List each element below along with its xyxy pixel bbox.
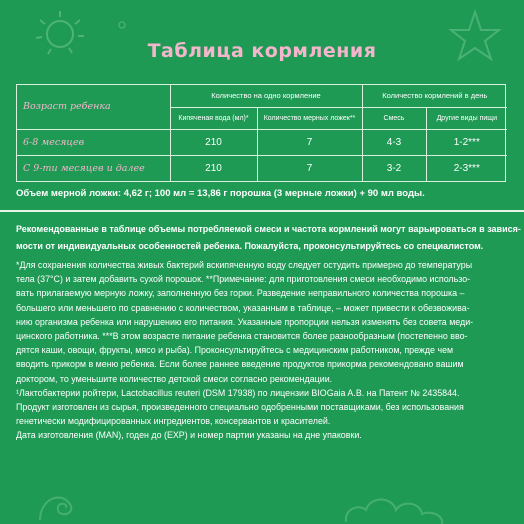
recommendation-line: мости от индивидуальных особенностей ребенка. Пожалуйста, проконсультируйтесь со специалистом.: [16, 241, 484, 251]
footnote-line: доктором, то уменьшите количество детской смеси согласно рекомендации.: [16, 373, 333, 384]
cell-spoons: 7: [257, 129, 362, 156]
footnote-line: нию организма ребенка или нарушению его питания. Указанные пропорции нельзя изменять без совета меди-: [16, 316, 474, 327]
divider: [0, 210, 524, 212]
column-header-water: Кипяченая вода (мл)*: [170, 107, 257, 129]
spoon-volume-note: Объем мерной ложки: 4,62 г; 100 мл = 13,86 г порошка (3 мерные ложки) + 90 мл воды.: [16, 188, 425, 199]
footnote-line: тела (37°С) и затем добавить сухой порошок. **Примечание: для приготовления смеси необходимо использо-: [16, 274, 471, 285]
group-header-per-feeding: Количество на одно кормление: [170, 85, 362, 107]
footnote-line: большего или меньшего по сравнению с количеством, указанным в таблице, – может привести к обезвожива-: [16, 302, 470, 313]
table-row: [17, 129, 507, 156]
cloud-doodle-icon: [340, 488, 450, 524]
cell-mix: 3-2: [362, 156, 426, 181]
cell-other-food: 1-2***: [426, 129, 507, 156]
footnote-line: вводить прикорм в меню ребенка. Если более раннее введение продуктов прикорма рекомендовано вашим: [16, 359, 464, 370]
cell-other-food: 2-3***: [426, 156, 507, 181]
column-header-other-food: Другие виды пищи: [426, 107, 507, 129]
cell-water: 210: [170, 156, 257, 181]
row-age: С 9-ти месяцев и далее: [17, 156, 170, 181]
page-title: Таблица кормления: [147, 40, 377, 62]
recommendation-text: [16, 221, 521, 255]
footnote-line: Дата изготовления (MAN), годен до (EXP) и номер партии указаны на дне упаковки.: [16, 430, 362, 441]
column-header-age: Возраст ребенка: [23, 101, 111, 113]
dot-doodle-icon: [115, 18, 129, 32]
footnote-line: *Для сохранения количества живых бактерий вскипяченную воду следует остудить примерно до температуры: [16, 260, 473, 270]
footnote-line: цинского работника. ***В этом возрасте питание ребенка становится более разнообразным (постепенно вво-: [16, 331, 468, 342]
feeding-table: [16, 84, 506, 182]
cell-mix: 4-3: [362, 129, 426, 156]
column-header-mix: Смесь: [362, 107, 426, 129]
table-row: [17, 156, 507, 181]
cell-spoons: 7: [257, 156, 362, 181]
column-header-spoons: Количество мерных ложек**: [257, 107, 362, 129]
footnote-line: Продукт изготовлен из сырья, произведенного специально одобренными поставщиками, без использования: [16, 402, 464, 413]
footnotes: [16, 258, 510, 443]
footnote-line: ¹Лактобактерии ройтери, Lactobacillus reuteri (DSM 17938) по лицензии BIOGaia A.B. на Патент № 2435844.: [16, 387, 460, 398]
footnote-line: вать прилагаемую мерную ложку, заполненную без горки. Разведение неправильного количества порошка –: [16, 288, 465, 299]
spiral-doodle-icon: [30, 480, 90, 524]
cell-water: 210: [170, 129, 257, 156]
recommendation-line: Рекомендованные в таблице объемы потребляемой смеси и частота кормлений могут варьироваться в завися-: [16, 224, 521, 234]
row-age: 6-8 месяцев: [17, 129, 170, 156]
footnote-line: дятся каши, овощи, фрукты, мясо и рыба). Проконсультируйтесь с медицинским работником, прежде чем: [16, 345, 454, 356]
group-header-per-day: Количество кормлений в день: [362, 85, 507, 107]
footnote-line: генетически модифицированных ингредиентов, консервантов и красителей.: [16, 416, 331, 427]
